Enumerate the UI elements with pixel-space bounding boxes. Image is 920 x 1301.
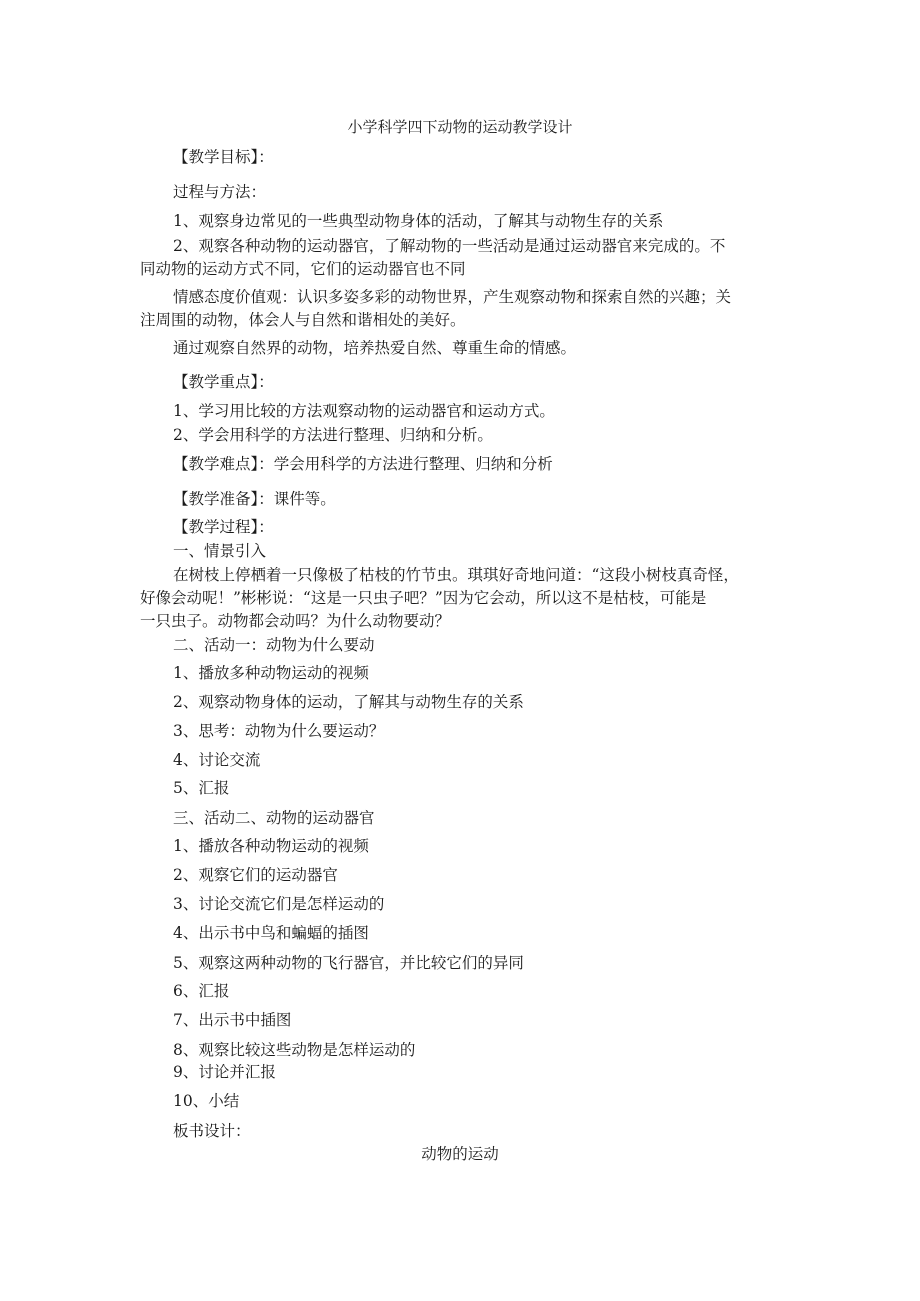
section2-item-5: 5、汇报 <box>173 779 230 797</box>
key-point-2: 2、学会用科学的方法进行整理、归纳和分析。 <box>173 426 493 444</box>
section3-item-10: 10、小结 <box>173 1092 240 1110</box>
objectives-heading: 【教学目标】： <box>173 148 274 166</box>
section3-item-8: 8、观察比较这些动物是怎样运动的 <box>173 1041 416 1059</box>
section3-item-2: 2、观察它们的运动器官 <box>173 866 338 884</box>
section3-item-5: 5、观察这两种动物的飞行器官，并比较它们的异同 <box>173 954 524 972</box>
document-title: 小学科学四下动物的运动教学设计 <box>347 118 573 136</box>
section1-paragraph-line-2: 好像会动呢！”彬彬说：“这是一只虫子吧？”因为它会动，所以这不是枯枝，可能是 <box>140 589 707 607</box>
section3-heading: 三、活动二、动物的运动器官 <box>173 809 375 827</box>
section3-item-1: 1、播放各种动物运动的视频 <box>173 837 369 855</box>
difficulty-line: 【教学难点】：学会用科学的方法进行整理、归纳和分析 <box>173 455 553 473</box>
section2-item-4: 4、讨论交流 <box>173 751 261 769</box>
section3-item-6: 6、汇报 <box>173 982 230 1000</box>
section2-item-3: 3、思考：动物为什么要运动？ <box>173 722 385 740</box>
section2-item-1: 1、播放多种动物运动的视频 <box>173 664 369 682</box>
process-method-item-2-cont: 同动物的运动方式不同，它们的运动器官也不同 <box>140 260 466 278</box>
section3-item-7: 7、出示书中插图 <box>173 1011 292 1029</box>
process-method-item-1: 1、观察身边常见的一些典型动物身体的活动，了解其与动物生存的关系 <box>173 212 664 230</box>
process-method-heading: 过程与方法： <box>173 183 267 201</box>
section3-item-4: 4、出示书中鸟和蝙蝠的插图 <box>173 924 369 942</box>
procedure-heading: 【教学过程】： <box>173 518 274 536</box>
attitude-line-3: 通过观察自然界的动物，培养热爱自然、尊重生命的情感。 <box>173 339 577 357</box>
preparation-line: 【教学准备】：课件等。 <box>173 490 336 508</box>
section1-paragraph-line-3: 一只虫子。动物都会动吗？为什么动物要动？ <box>140 612 451 630</box>
attitude-line-2: 注周围的动物，体会人与自然和谐相处的美好。 <box>140 311 466 329</box>
key-points-heading: 【教学重点】： <box>173 373 274 391</box>
section1-heading: 一、情景引入 <box>173 542 267 560</box>
process-method-item-2: 2、观察各种动物的运动器官，了解动物的一些活动是通过运动器官来完成的。不 <box>173 237 726 255</box>
key-point-1: 1、学习用比较的方法观察动物的运动器官和运动方式。 <box>173 402 555 420</box>
section2-heading: 二、活动一：动物为什么要动 <box>173 636 375 654</box>
board-design-title: 动物的运动 <box>421 1145 499 1163</box>
board-design-heading: 板书设计： <box>173 1122 251 1140</box>
section2-item-2: 2、观察动物身体的运动，了解其与动物生存的关系 <box>173 693 524 711</box>
section3-item-3: 3、讨论交流它们是怎样运动的 <box>173 895 385 913</box>
section3-item-9: 9、讨论并汇报 <box>173 1063 276 1081</box>
attitude-line-1: 情感态度价值观：认识多姿多彩的动物世界，产生观察动物和探索自然的兴趣；关 <box>173 288 732 306</box>
section1-paragraph-line-1: 在树枝上停栖着一只像极了枯枝的竹节虫。琪琪好奇地问道：“这段小树枝真奇怪， <box>173 566 739 584</box>
